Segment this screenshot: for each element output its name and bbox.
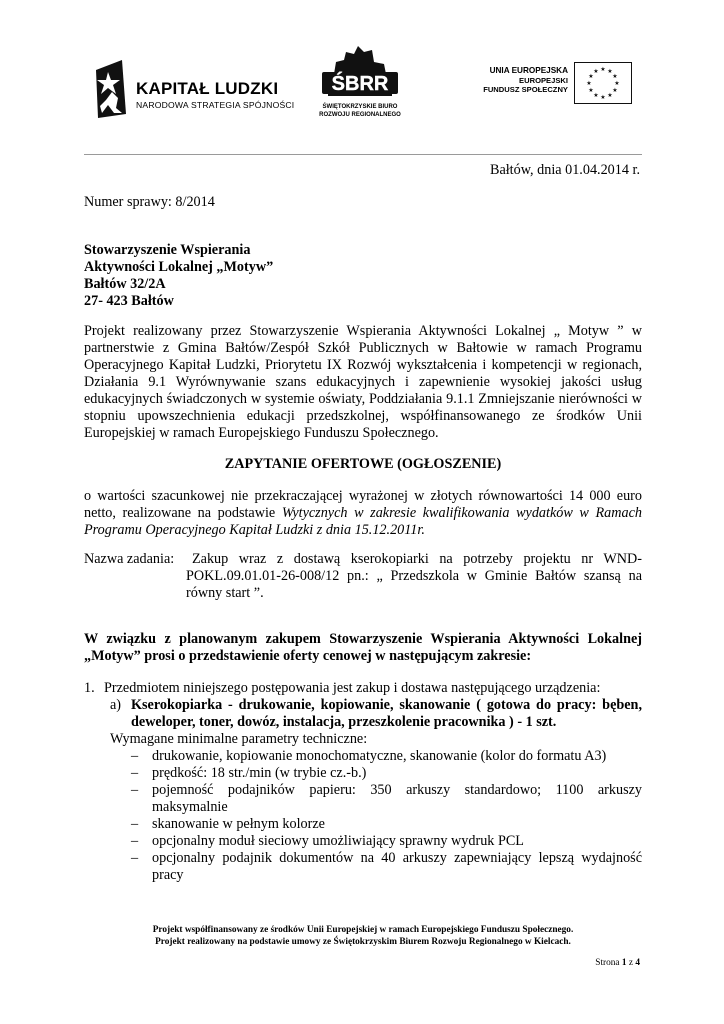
project-paragraph: Projekt realizowany przez Stowarzyszenie Wspierania Aktywności Lokalnej „ Motyw ” w partnerstwie z Gmina Bałtów/Zespół Szkół Publicznych w Bałtowie w ramach Programu Operacyjnego Kapitał Ludzki, Priorytetu IX Rozwój wykształcenia i kompetencji w regionach, Działania 9.1 Wyrównywanie szans edukacyjnych i zapewnienie wysokiej jakości usług edukacyjnych świadczonych w systemie oświaty, Poddziałania 9.1.1 Zmniejszanie nierówności w stopniu upowszechnienia edukacji przedszkolnej, współfinansowanego ze środków Unii Europejskiej w ramach Europejskiego Funduszu Społecznego.	[84, 323, 642, 441]
requirements-list	[131, 748, 642, 884]
page-current: 1	[621, 958, 627, 968]
list-item	[131, 765, 642, 782]
sbrr-logo-text: ŚBRR	[331, 73, 389, 95]
eu-line1: UNIA EUROPEJSKA	[489, 66, 568, 75]
header-divider	[84, 154, 642, 155]
date-line: Bałtów, dnia 01.04.2014 r.	[489, 162, 640, 178]
kapital-ludzki-subtitle: NARODOWA STRATEGIA SPÓJNOŚCI	[136, 100, 295, 110]
document-heading: ZAPYTANIE OFERTOWE (OGŁOSZENIE)	[224, 456, 502, 472]
item-1-text: Przedmiotem niniejszego postępowania jest zakup i dostawa następującego urządzenia:	[104, 680, 601, 696]
svg-text:★: ★	[614, 80, 620, 87]
footer-line-2: Projekt realizowany na podstawie umowy ze Świętokrzyskim Biurem Rozwoju Regionalnego w Kielcach.	[155, 937, 571, 947]
item-1a-text: Kserokopiarka - drukowanie, kopiowanie, skanowanie ( gotowa do pracy: bęben, deweloper, toner, dowóz, instalacja, przeszkolenie pracownika ) - 1 szt.	[131, 697, 642, 730]
requirements-label: Wymagane minimalne parametry techniczne:	[110, 731, 368, 747]
address-line-2: Aktywności Lokalnej „Motyw”	[84, 259, 274, 275]
svg-text:★: ★	[593, 68, 599, 75]
svg-text:★: ★	[593, 92, 599, 99]
list-item-text: pojemność podajników papieru: 350 arkuszy standardowo; 1100 arkuszy maksymalnie	[152, 782, 642, 815]
svg-text:★: ★	[588, 73, 594, 80]
footer-line-1: Projekt współfinansowany ze środków Unii Europejskiej w ramach Europejskiego Funduszu Społecznego.	[152, 925, 574, 935]
task-label: Nazwa zadania:	[84, 551, 175, 567]
eu-line2: EUROPEJSKI	[519, 75, 568, 85]
svg-text:★: ★	[607, 92, 613, 99]
value-paragraph-text: o wartości szacunkowej nie przekraczającej wyrażonej w złotych równowartości 14 000 euro netto, realizowane na podstawie	[84, 488, 642, 521]
recipient-address	[84, 242, 484, 310]
kapital-ludzki-emblem-icon	[94, 58, 128, 120]
eu-line3: FUNDUSZ SPOŁECZNY	[483, 85, 568, 94]
list-item-text: skanowanie w pełnym kolorze	[152, 816, 325, 832]
dash-bullet: –	[131, 765, 139, 781]
svg-text:★: ★	[607, 68, 613, 75]
eu-logo-text	[468, 66, 568, 95]
value-paragraph-italic: Wytycznych w zakresie kwalifikowania wydatków w Ramach Programu Operacyjnego Kapitał Ludzki z dnia 15.12.2011r.	[84, 505, 642, 538]
page-of: z	[628, 958, 634, 968]
address-line-1: Stowarzyszenie Wspierania	[84, 242, 251, 258]
page-total: 4	[635, 958, 640, 968]
sbrr-caption-line1: ŚWIĘTOKRZYSKIE BIURO	[322, 104, 398, 110]
page-number	[595, 958, 640, 968]
intro-statement: W związku z planowanym zakupem Stowarzyszenie Wspierania Aktywności Lokalnej „Motyw” prosi o przedstawienie oferty cenowej w następującym zakresie:	[84, 631, 642, 664]
sbrr-emblem-icon	[314, 44, 406, 100]
kapital-ludzki-title: KAPITAŁ LUDZKI	[136, 79, 279, 98]
item-1-number: 1.	[84, 680, 95, 696]
list-item	[131, 816, 642, 833]
case-number: Numer sprawy: 8/2014	[84, 194, 215, 210]
address-line-4: 27- 423 Bałtów	[84, 293, 174, 309]
task-text: Zakup wraz z dostawą kserokopiarki na potrzeby projektu nr WND-POKL.09.01.01-26-008/12 pn.: „ Przedszkola w Gminie Bałtów szansą na równy start ”.	[186, 551, 642, 601]
list-item-text: prędkość: 18 str./min (w trybie cz.-b.)	[152, 765, 367, 781]
dash-bullet: –	[131, 748, 139, 764]
eu-flag-icon	[574, 62, 632, 104]
dash-bullet: –	[131, 816, 139, 832]
svg-text:★: ★	[586, 80, 592, 87]
list-item-text: opcjonalny moduł sieciowy umożliwiający sprawny wydruk PCL	[152, 833, 524, 849]
sbrr-caption-line2: ROZWOJU REGIONALNEGO	[319, 112, 401, 118]
sbrr-logo	[314, 44, 406, 126]
list-item-text: opcjonalny podajnik dokumentów na 40 arkuszy zapewniający lepszą wydajność pracy	[152, 850, 642, 883]
list-item-text: drukowanie, kopiowanie monochomatyczne, skanowanie (kolor do formatu A3)	[152, 748, 607, 764]
svg-text:★: ★	[600, 94, 606, 101]
address-line-3: Bałtów 32/2A	[84, 276, 166, 292]
kapital-ludzki-logo	[94, 58, 295, 122]
list-item	[131, 782, 642, 816]
svg-text:★: ★	[588, 87, 594, 94]
svg-text:★: ★	[612, 73, 618, 80]
page-footer	[84, 924, 642, 948]
page-label: Strona	[595, 958, 620, 968]
list-item	[131, 833, 642, 850]
value-paragraph	[84, 488, 642, 539]
dash-bullet: –	[131, 833, 139, 849]
dash-bullet: –	[131, 850, 139, 866]
sbrr-caption	[314, 103, 406, 119]
svg-text:★: ★	[612, 87, 618, 94]
eu-logo	[474, 62, 632, 104]
svg-text:★: ★	[600, 66, 606, 73]
list-item	[131, 748, 642, 765]
list-item	[131, 850, 642, 884]
item-1a-letter: a)	[110, 697, 122, 713]
dash-bullet: –	[131, 782, 139, 798]
